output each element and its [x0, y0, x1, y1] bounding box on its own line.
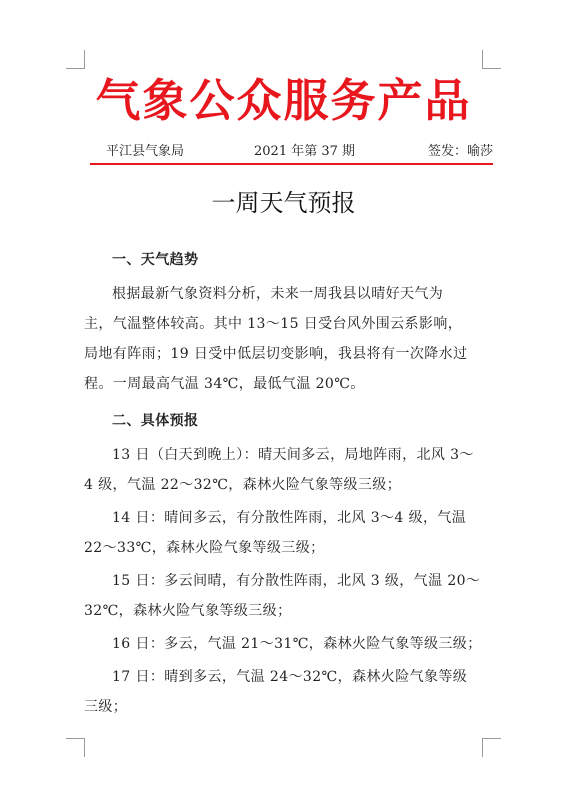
- forecast-day-line: 16 日：多云，气温 21～31℃，森林火险气象等级三级；: [112, 636, 482, 652]
- section-heading: 二、具体预报: [112, 413, 199, 429]
- crop-mark-bottom-right: [482, 738, 501, 757]
- red-divider-line: [90, 163, 493, 165]
- forecast-day-line: 14 日：晴间多云，有分散性阵雨，北风 3～4 级，气温: [112, 510, 467, 526]
- forecast-day-line: 三级；: [84, 699, 128, 715]
- crop-mark-top-right: [482, 50, 501, 69]
- forecast-day-line: 4 级，气温 22～32℃，森林火险气象等级三级；: [84, 477, 402, 493]
- section-heading: 一、天气趋势: [112, 252, 199, 268]
- crop-mark-top-left: [66, 50, 85, 69]
- issue-number: 2021 年第 37 期: [254, 144, 356, 159]
- issue-signer: 签发：喻莎: [427, 144, 493, 159]
- section-forecast: [84, 406, 484, 722]
- forecast-day-line: 22～33℃，森林火险气象等级三级；: [84, 540, 325, 556]
- paragraph-line: 根据最新气象资料分析，未来一周我县以晴好天气为: [112, 286, 444, 302]
- paragraph-line: 程。一周最高气温 34℃，最低气温 20℃。: [84, 376, 365, 392]
- forecast-day-line: 32℃，森林火险气象等级三级；: [84, 603, 292, 619]
- forecast-day-line: 15 日：多云间晴，有分散性阵雨，北风 3 级，气温 20～: [112, 573, 481, 589]
- document-title: 一周天气预报: [211, 189, 356, 217]
- paragraph-line: 主，气温整体较高。其中 13～15 日受台风外围云系影响，: [84, 316, 463, 332]
- crop-mark-bottom-left: [66, 738, 85, 757]
- paragraph-line: 局地有阵雨；19 日受中低层切变影响，我县将有一次降水过: [84, 346, 468, 362]
- forecast-day-line: 13 日（白天到晚上）：晴天间多云，局地阵雨，北风 3～: [112, 447, 474, 463]
- issuing-organization: 平江县气象局: [106, 144, 185, 159]
- forecast-day-line: 17 日：晴到多云，气温 24～32℃，森林火险气象等级: [112, 669, 468, 685]
- section-trend: [84, 245, 484, 399]
- masthead-title: 气象公众服务产品: [95, 74, 472, 127]
- issue-info-row: [90, 143, 493, 161]
